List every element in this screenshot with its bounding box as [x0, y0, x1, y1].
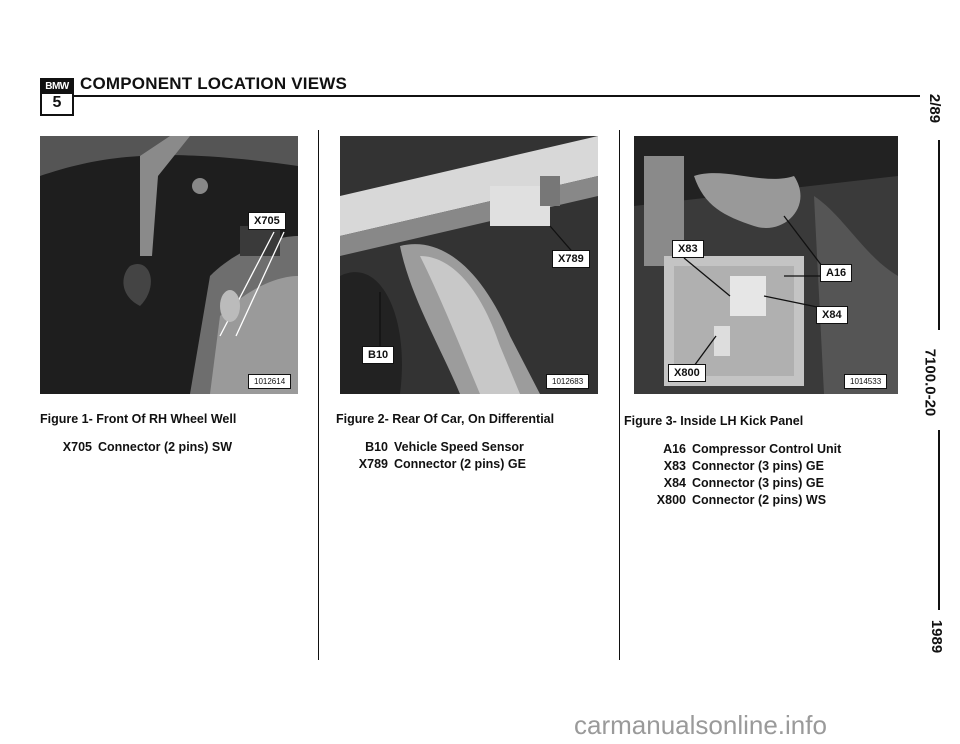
figure-3-photo [634, 136, 898, 394]
figure-1-caption: Figure 1- Front Of RH Wheel Well [40, 412, 237, 426]
page-title: COMPONENT LOCATION VIEWS [80, 74, 348, 93]
legend-row [354, 457, 526, 474]
callout-x705: X705 [248, 212, 286, 230]
callout-x800: X800 [668, 364, 706, 382]
side-code: 7100.0-20 [921, 348, 939, 417]
column-divider-1 [318, 130, 319, 660]
column-divider-2 [619, 130, 620, 660]
watermark: carmanualsonline.info [574, 710, 827, 740]
callout-a16: A16 [820, 264, 852, 282]
legend-desc: Vehicle Speed Sensor [394, 440, 524, 454]
legend-row [644, 476, 841, 493]
callout-b10: B10 [362, 346, 394, 364]
figure-2-caption: Figure 2- Rear Of Car, On Differential [336, 412, 555, 426]
legend-desc: Connector (2 pins) WS [692, 493, 827, 507]
legend-code: X705 [62, 440, 92, 454]
legend-code: X800 [656, 493, 686, 507]
figure-1-legend [58, 440, 232, 457]
figure-3-photo-art [634, 136, 898, 394]
figure-1-photo-number: 1012614 [248, 374, 291, 389]
legend-desc: Connector (2 pins) SW [98, 440, 233, 454]
logo-series: 5 [52, 94, 62, 111]
legend-desc: Compressor Control Unit [692, 442, 842, 456]
legend-desc: Connector (2 pins) GE [394, 457, 526, 471]
logo-brand: BMW [42, 80, 72, 94]
legend-row [644, 459, 841, 476]
figure-2-legend [354, 440, 526, 474]
callout-x83: X83 [672, 240, 704, 258]
callout-x789: X789 [552, 250, 590, 268]
figure-3-legend [644, 442, 841, 510]
figure-2-photo-number: 1012683 [546, 374, 589, 389]
side-rule-1 [938, 140, 940, 330]
legend-code: X83 [663, 459, 686, 473]
side-rule-2 [938, 430, 940, 610]
legend-row [644, 442, 841, 459]
header-rule [74, 95, 920, 97]
figure-2-photo [340, 136, 598, 394]
bmw-logo [40, 78, 74, 116]
legend-row [58, 440, 232, 457]
legend-row [354, 440, 526, 457]
legend-desc: Connector (3 pins) GE [692, 476, 824, 490]
figure-3-caption: Figure 3- Inside LH Kick Panel [624, 414, 804, 428]
figure-3-photo-number: 1014533 [844, 374, 887, 389]
legend-code: A16 [663, 442, 686, 456]
legend-row [644, 493, 841, 510]
side-year: 1989 [928, 619, 946, 654]
side-date: 2/89 [926, 93, 944, 124]
legend-code: B10 [365, 440, 388, 454]
legend-code: X789 [358, 457, 388, 471]
legend-code: X84 [663, 476, 686, 490]
callout-x84: X84 [816, 306, 848, 324]
figure-1-photo [40, 136, 298, 394]
legend-desc: Connector (3 pins) GE [692, 459, 824, 473]
figure-1-photo-art [40, 136, 298, 394]
